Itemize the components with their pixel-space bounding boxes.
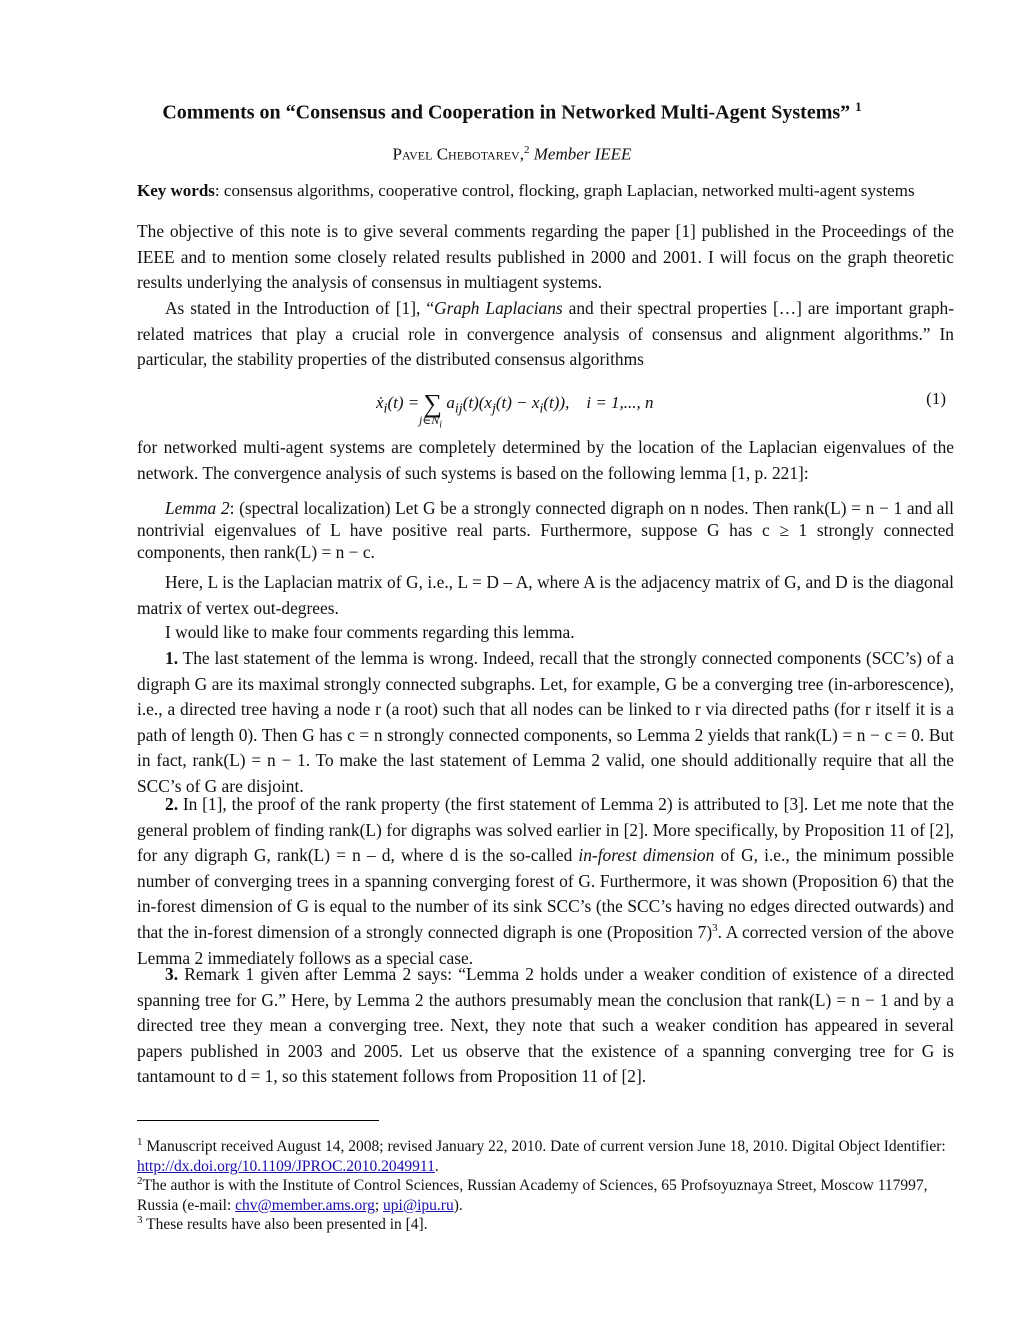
author-line [60,139,964,166]
footnote-3-text: These results have also been presented in [4]. [142,1216,428,1234]
quote-prefix: As stated in the Introduction of [1], “ [165,298,435,318]
footnote-2-mark: 2 [137,1175,143,1187]
comment-2-text-b: of G, i.e., the minimum possible number of converging trees in a spanning converging forest of G. Furthermore, it was shown (Proposition 6) that the in-forest dimension of G is equal to the number of its sink SCC’s (the SCC’s having no edges directed outwards) and that the in-forest dimension of a strongly connected digraph is one (Proposition 7) [137,845,954,942]
lemma-2 [137,497,954,563]
paragraph-intro: The objective of this note is to give several comments regarding the paper [1] published in the Proceedings of the IEEE and to mention some closely related results published in 2000 and 2001. I will focus on the graph theoretic results underlying the analysis of consensus in multiagent systems. [137,221,954,293]
keywords-text: : consensus algorithms, cooperative control, flocking, graph Laplacian, networked multi-agent systems [214,181,915,200]
comment-3 [137,962,954,1090]
comment-1 [137,646,954,800]
footnote-3-mark: 3 [712,922,718,935]
eq-tail: (t)), [543,393,570,412]
comment-2-number: 2. [165,794,179,814]
comment-1-text: The last statement of the lemma is wrong. Indeed, recall that the strongly connected components (SCC’s) of a digraph G are its maximal strongly connected subgraphs. Let, for example, G be a converging tree (in-arborescence), i.e., a directed tree having a node r (a root) such that all nodes can be linked to r via directed paths (for r itself it is a path of length 0). Then G has c = n strongly connected components, so Lemma 2 yields that rank(L) = n − c = 0. But in fact, rank(L) = n − 1. To make the last statement of Lemma 2 valid, one should additionally require that all the SCC’s of G are disjoint. [137,648,954,796]
eq-under-sub: i [439,419,443,431]
eq-sub-i2: i [539,400,544,417]
eq-range: i = 1,..., n [586,393,654,412]
eq-sum-index [419,413,442,430]
lemma-text: : (spectral localization) Let G be a strongly connected digraph on n nodes. Then rank(L) = n − 1 and all nontrivial eigenvalues of L have positive real parts. Furthermore, suppose G has c ≥ 1 strongly connected components, then rank(L) = n − c. [137,498,955,562]
title-footnote-mark: 1 [855,99,862,114]
comment-3-number: 3. [165,964,179,984]
email-link-1[interactable]: chv@member.ams.org [235,1196,375,1214]
comment-2 [137,792,954,971]
doi-link[interactable]: http://dx.doi.org/10.1109/JPROC.2010.2049911 [137,1157,435,1175]
footnote-3 [137,1211,954,1235]
email-link-2[interactable]: upi@ipu.ru [383,1196,454,1214]
footnote-1 [137,1133,954,1176]
footnote-2 [137,1172,954,1215]
paragraph-convergence: for networked multi-agent systems are completely determined by the location of the Laplacian eigenvalues of the network. The convergence analysis of such systems is based on the following lemma [1, p. 221]: [137,437,954,483]
eq-sum-symbol: ∑ [423,389,443,418]
equation-number: (1) [926,389,946,408]
title-text: Comments on “Consensus and Cooperation in Networked Multi-Agent Systems” [162,101,851,124]
comment-1-number: 1. [165,648,179,668]
author-first-name: Pavel [392,144,433,164]
author-last-name: Chebotarev, [436,144,524,164]
eq-sub-j: j [491,400,496,417]
footnote-2-text: The author is with the Institute of Control Sciences, Russian Academy of Sciences, 65 Profsoyuznaya Street, Moscow 117997, Russia (e-mail: [137,1177,928,1214]
eq-a: a [446,393,455,412]
footnote-1-end: . [434,1157,439,1175]
paragraph-quote [137,296,954,373]
quote-rest: and their spectral properties […] are important graph-related matrices that play a crucial role in convergence analysis of consensus and alignment algorithms.” In particular, the stability properties of the distributed consensus algorithms [137,298,955,370]
footnote-rule [137,1120,379,1121]
quote-emphasis: Graph Laplacians [434,298,563,318]
eq-mid: (t) − x [495,393,540,412]
eq-under-index: j∈N [419,413,440,427]
footnote-3-mark-bottom: 3 [137,1214,143,1226]
equation-body [376,389,654,419]
footnote-2-end: ). [453,1196,463,1214]
email-separator: ; [374,1196,384,1214]
lemma-label: Lemma 2 [165,498,230,518]
author-membership: Member IEEE [533,144,632,164]
footnote-1-text: Manuscript received August 14, 2008; revised January 22, 2010. Date of current version June 18, 2010. Digital Object Identifier: [142,1138,946,1156]
comment-2-emphasis: in-forest dimension [578,845,715,866]
paragraph-laplacian-def: Here, L is the Laplacian matrix of G, i.e., L = D – A, where A is the adjacency matrix of G, and D is the diagonal matrix of vertex out-degrees. [137,572,954,618]
eq-sub-i: i [383,400,388,417]
keywords-label: Key words [137,181,215,200]
comment-2-text-c: . A corrected version of the above Lemma 2 immediately follows as a special case. [137,921,954,968]
eq-sub-ij: ij [454,400,463,417]
keywords [137,180,915,202]
eq-xdot: ẋ [376,393,384,412]
comment-2-text-a: In [1], the proof of the rank property (the first statement of Lemma 2) is attributed to [3]. Let me note that the general problem of finding rank(L) for digraphs was solved earlier in [2]. More specifically, by Proposition 11 of [2], for any digraph G, rank(L) = n – d, where d is the so-called [137,794,954,866]
eq-lhs-arg: (t) = [387,393,424,412]
author-footnote-mark: 2 [523,144,530,156]
paper-title [60,94,964,126]
paragraph-four-comments: I would like to make four comments regarding this lemma. [165,622,575,642]
eq-body: (t)(x [462,393,492,412]
equation-1 [137,383,954,433]
footnote-1-mark: 1 [137,1136,143,1148]
comment-3-text: Remark 1 given after Lemma 2 says: “Lemma 2 holds under a weaker condition of existence of a directed spanning tree for G.” Here, by Lemma 2 the authors presumably mean the conclusion that rank(L) = n − 1 and by a directed tree they mean a converging tree. Next, they note that such a weaker condition has appeared in several papers published in 2003 and 2005. Let us observe that the existence of a spanning converging tree for G is tantamount to d = 1, so this statement follows from Proposition 11 of [2]. [137,964,954,1087]
